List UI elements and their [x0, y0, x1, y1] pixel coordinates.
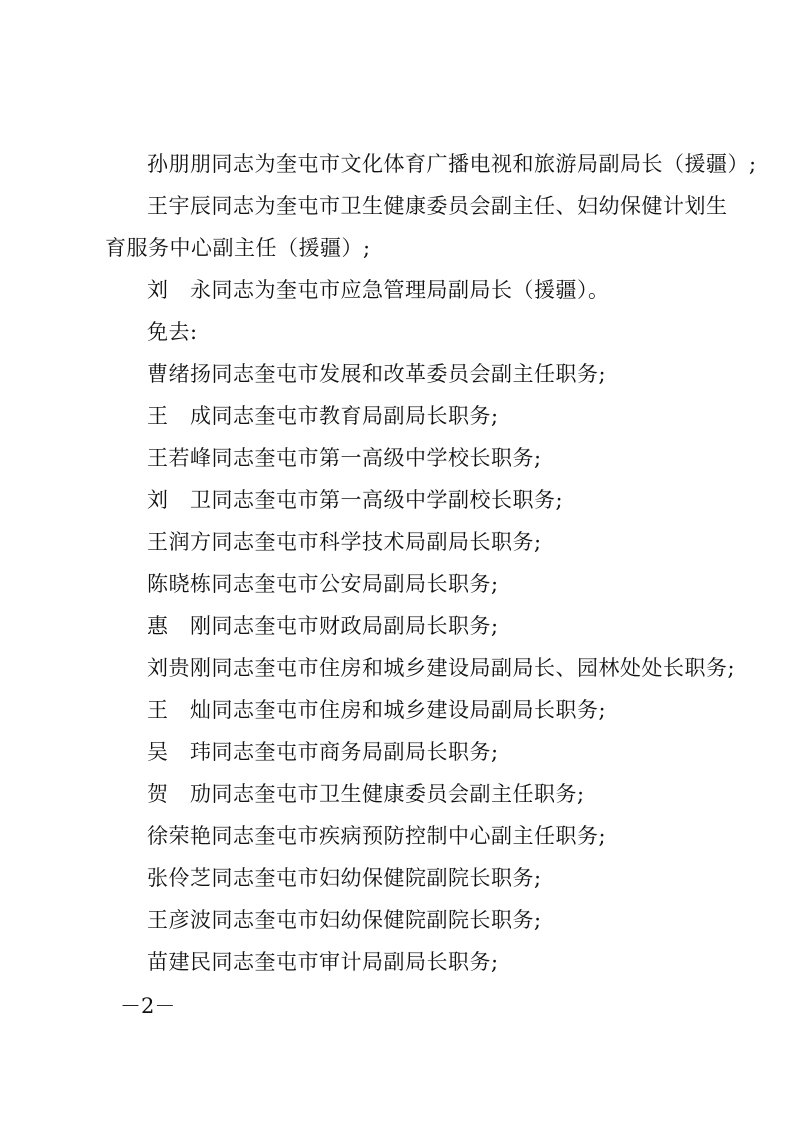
- document-line: 刘 永同志为奎屯市应急管理局副局长（援疆）。: [147, 278, 610, 302]
- document-body: [105, 143, 757, 983]
- document-line: 惠 刚同志奎屯市财政局副局长职务;: [147, 614, 499, 638]
- document-line: 王彦波同志奎屯市妇幼保健院副院长职务;: [147, 908, 542, 932]
- document-line: 王 成同志奎屯市教育局副局长职务;: [147, 404, 499, 428]
- document-line: 王宇辰同志为奎屯市卫生健康委员会副主任、妇幼保健计划生: [147, 194, 728, 218]
- page-number: －2－: [120, 994, 176, 1018]
- document-line: 育服务中心副主任（援疆）;: [105, 236, 371, 260]
- document-line: 王 灿同志奎屯市住房和城乡建设局副局长职务;: [147, 698, 607, 722]
- document-line: 吴 玮同志奎屯市商务局副局长职务;: [147, 740, 499, 764]
- document-line: 张伶芝同志奎屯市妇幼保健院副院长职务;: [147, 866, 542, 890]
- document-line: 陈晓栋同志奎屯市公安局副局长职务;: [147, 572, 499, 596]
- document-line: 徐荣艳同志奎屯市疾病预防控制中心副主任职务;: [147, 824, 607, 848]
- document-line: 刘贵刚同志奎屯市住房和城乡建设局副局长、园林处处长职务;: [147, 656, 736, 680]
- document-line: 王若峰同志奎屯市第一高级中学校长职务;: [147, 446, 542, 470]
- section-heading-remove: 免去:: [147, 320, 198, 344]
- document-line: 曹绪扬同志奎屯市发展和改革委员会副主任职务;: [147, 362, 607, 386]
- document-line: 苗建民同志奎屯市审计局副局长职务;: [147, 950, 499, 974]
- document-line: 孙朋朋同志为奎屯市文化体育广播电视和旅游局副局长（援疆）;: [147, 152, 757, 176]
- document-line: 王润方同志奎屯市科学技术局副局长职务;: [147, 530, 542, 554]
- document-line: 贺 劢同志奎屯市卫生健康委员会副主任职务;: [147, 782, 585, 806]
- document-line: 刘 卫同志奎屯市第一高级中学副校长职务;: [147, 488, 564, 512]
